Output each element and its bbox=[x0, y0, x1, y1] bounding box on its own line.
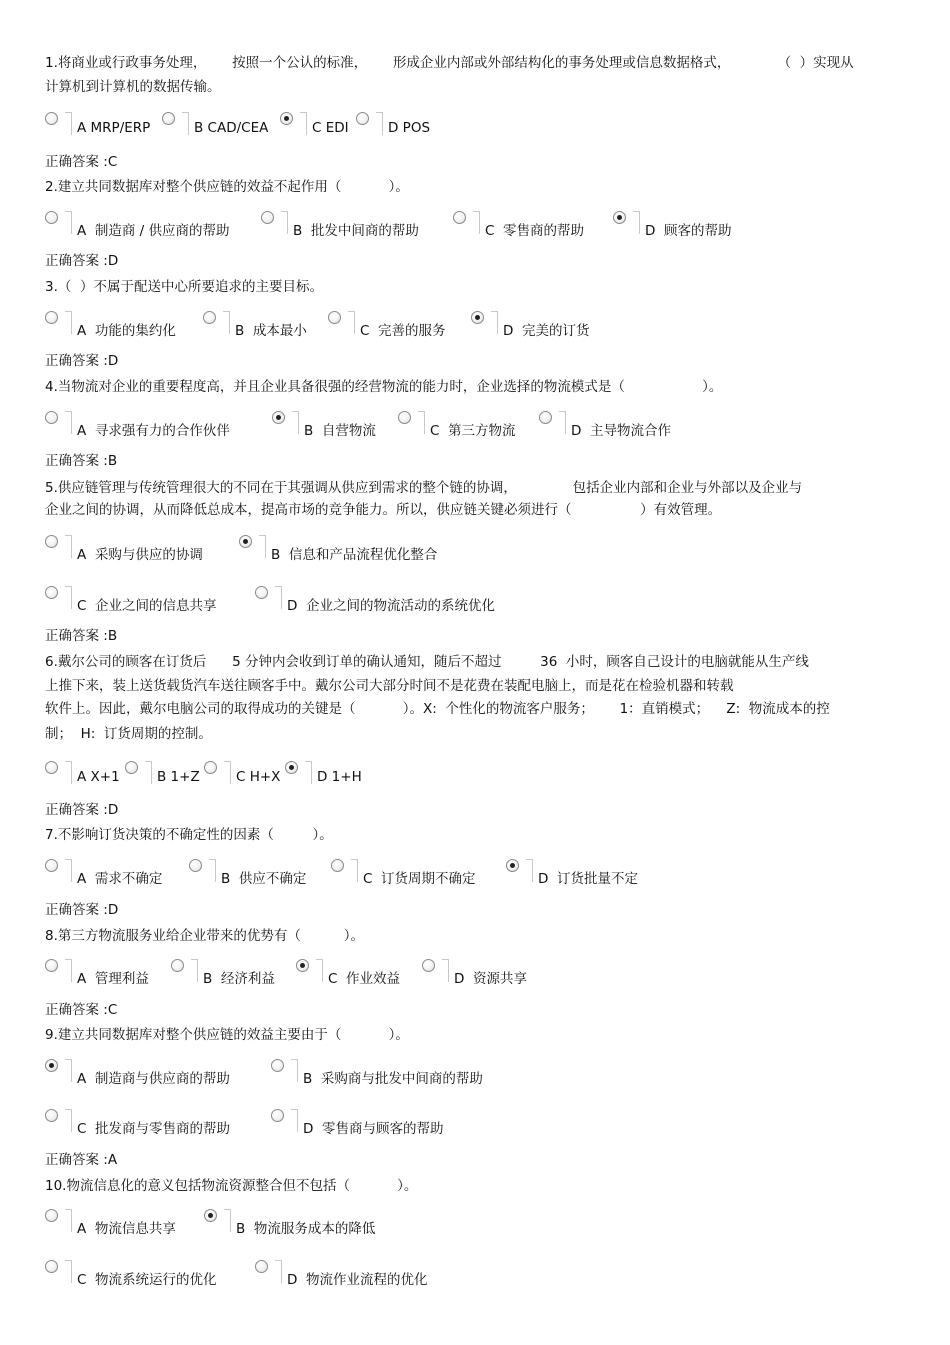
question-text: 4.当物流对企业的重要程度高，并且企业具备很强的经营物流的能力时，企业选择的物流模式是（ ）。 bbox=[45, 379, 723, 395]
question-text: 7.不影响订货决策的不确定性的因素（ ）。 bbox=[45, 827, 333, 843]
option-divider bbox=[65, 1059, 72, 1082]
option-label: A 功能的集约化 bbox=[77, 323, 176, 339]
option-label: D 订货批量不定 bbox=[538, 871, 638, 887]
radio-unchecked[interactable] bbox=[45, 859, 58, 872]
option-divider bbox=[65, 211, 72, 234]
option-divider bbox=[65, 311, 72, 334]
radio-unchecked[interactable] bbox=[255, 1260, 268, 1273]
option-label: D POS bbox=[388, 120, 431, 136]
answer-value: B bbox=[107, 628, 118, 644]
option-divider bbox=[145, 761, 152, 784]
option-label: C EDI bbox=[312, 120, 349, 136]
correct-answer bbox=[45, 624, 117, 644]
answer-value: D bbox=[107, 353, 119, 369]
option-divider bbox=[65, 761, 72, 784]
option-label: A MRP/ERP bbox=[77, 120, 151, 136]
answer-value: D bbox=[107, 253, 119, 269]
option-label: D 主导物流合作 bbox=[571, 423, 671, 439]
radio-checked[interactable] bbox=[280, 112, 293, 125]
answer-value: D bbox=[107, 802, 119, 818]
radio-unchecked[interactable] bbox=[356, 112, 369, 125]
option-label: B 1+Z bbox=[157, 769, 200, 785]
radio-checked[interactable] bbox=[239, 535, 252, 548]
option-label: B 采购商与批发中间商的帮助 bbox=[303, 1071, 483, 1087]
option-label: D 顾客的帮助 bbox=[645, 223, 732, 239]
option-label: A 寻求强有力的合作伙伴 bbox=[77, 423, 230, 439]
option-divider bbox=[275, 1260, 282, 1283]
radio-checked[interactable] bbox=[285, 761, 298, 774]
answer-prefix: 正确答案 : bbox=[45, 628, 108, 644]
option-divider bbox=[633, 211, 640, 234]
radio-unchecked[interactable] bbox=[271, 1109, 284, 1122]
option-label: B 供应不确定 bbox=[221, 871, 307, 887]
option-divider bbox=[65, 535, 72, 558]
correct-answer bbox=[45, 998, 117, 1018]
option-label: A 管理利益 bbox=[77, 971, 149, 987]
answer-value: D bbox=[107, 902, 119, 918]
radio-unchecked[interactable] bbox=[204, 761, 217, 774]
radio-checked[interactable] bbox=[204, 1209, 217, 1222]
radio-unchecked[interactable] bbox=[45, 1109, 58, 1122]
option-divider bbox=[65, 586, 72, 609]
radio-unchecked[interactable] bbox=[45, 311, 58, 324]
question-text: 软件上。因此，戴尔电脑公司的取得成功的关键是（ ）。X: 个性化的物流客户服务； 1：直销模式； Z: 物流成本的控 bbox=[45, 701, 830, 717]
question-text: 制； H: 订货周期的控制。 bbox=[45, 726, 212, 742]
radio-unchecked[interactable] bbox=[453, 211, 466, 224]
option-divider bbox=[65, 959, 72, 982]
option-divider bbox=[65, 859, 72, 882]
question-text: 计算机到计算机的数据传输。 bbox=[45, 79, 221, 95]
radio-checked[interactable] bbox=[506, 859, 519, 872]
radio-checked[interactable] bbox=[296, 959, 309, 972]
question-text: 5.供应链管理与传统管理很大的不同在于其强调从供应到需求的整个链的协调， 包括企业内部和企业与外部以及企业与 bbox=[45, 480, 803, 496]
option-label: C 作业效益 bbox=[328, 971, 401, 987]
option-divider bbox=[65, 1260, 72, 1283]
option-divider bbox=[281, 211, 288, 234]
option-divider bbox=[191, 959, 198, 982]
radio-unchecked[interactable] bbox=[189, 859, 202, 872]
radio-unchecked[interactable] bbox=[422, 959, 435, 972]
option-label: D 完美的订货 bbox=[503, 323, 590, 339]
option-label: C 订货周期不确定 bbox=[363, 871, 476, 887]
option-label: B 信息和产品流程优化整合 bbox=[271, 547, 438, 563]
answer-prefix: 正确答案 : bbox=[45, 353, 108, 369]
option-label: A 制造商与供应商的帮助 bbox=[77, 1071, 230, 1087]
option-divider bbox=[224, 761, 231, 784]
option-divider bbox=[259, 535, 266, 558]
answer-prefix: 正确答案 : bbox=[45, 253, 108, 269]
radio-checked[interactable] bbox=[471, 311, 484, 324]
radio-unchecked[interactable] bbox=[45, 761, 58, 774]
option-label: B 批发中间商的帮助 bbox=[293, 223, 419, 239]
answer-prefix: 正确答案 : bbox=[45, 154, 108, 170]
option-label: C 批发商与零售商的帮助 bbox=[77, 1121, 231, 1137]
radio-unchecked[interactable] bbox=[261, 211, 274, 224]
radio-unchecked[interactable] bbox=[45, 211, 58, 224]
option-divider bbox=[223, 311, 230, 334]
option-label: D 1+H bbox=[317, 769, 362, 785]
question-text: 8.第三方物流服务业给企业带来的优势有（ ）。 bbox=[45, 928, 365, 944]
correct-answer bbox=[45, 249, 118, 269]
radio-unchecked[interactable] bbox=[331, 859, 344, 872]
radio-unchecked[interactable] bbox=[125, 761, 138, 774]
radio-checked[interactable] bbox=[272, 411, 285, 424]
option-divider bbox=[473, 211, 480, 234]
radio-unchecked[interactable] bbox=[45, 112, 58, 125]
option-divider bbox=[65, 112, 72, 135]
option-label: C 物流系统运行的优化 bbox=[77, 1272, 217, 1288]
radio-unchecked[interactable] bbox=[162, 112, 175, 125]
option-label: B 自营物流 bbox=[304, 423, 376, 439]
option-label: D 零售商与顾客的帮助 bbox=[303, 1121, 444, 1137]
option-label: A X+1 bbox=[77, 769, 120, 785]
option-label: B 成本最小 bbox=[235, 323, 307, 339]
correct-answer bbox=[45, 449, 117, 469]
answer-prefix: 正确答案 : bbox=[45, 1152, 108, 1168]
option-divider bbox=[292, 411, 299, 434]
option-divider bbox=[291, 1059, 298, 1082]
option-divider bbox=[291, 1109, 298, 1132]
question-text: 6.戴尔公司的顾客在订货后 5 分钟内会收到订单的确认通知，随后不超过 36 小时，顾客自己设计的电脑就能从生产线 bbox=[45, 654, 809, 670]
option-label: D 物流作业流程的优化 bbox=[287, 1272, 428, 1288]
question-text: 9.建立共同数据库对整个供应链的效益主要由于（ ）。 bbox=[45, 1027, 409, 1043]
option-label: C 第三方物流 bbox=[430, 423, 516, 439]
option-divider bbox=[348, 311, 355, 334]
question-text: 2.建立共同数据库对整个供应链的效益不起作用（ ）。 bbox=[45, 179, 409, 195]
radio-checked[interactable] bbox=[45, 1059, 58, 1072]
correct-answer bbox=[45, 150, 117, 170]
correct-answer bbox=[45, 1148, 117, 1168]
option-divider bbox=[224, 1209, 231, 1232]
option-divider bbox=[65, 1109, 72, 1132]
option-divider bbox=[376, 112, 383, 135]
radio-checked[interactable] bbox=[613, 211, 626, 224]
question-text: 10.物流信息化的意义包括物流资源整合但不包括（ ）。 bbox=[45, 1178, 418, 1194]
option-divider bbox=[418, 411, 425, 434]
option-label: D 企业之间的物流活动的系统优化 bbox=[287, 598, 495, 614]
option-divider bbox=[65, 1209, 72, 1232]
option-divider bbox=[300, 112, 307, 135]
answer-prefix: 正确答案 : bbox=[45, 1002, 108, 1018]
correct-answer bbox=[45, 798, 118, 818]
option-label: C 完善的服务 bbox=[360, 323, 446, 339]
option-divider bbox=[275, 586, 282, 609]
radio-unchecked[interactable] bbox=[45, 1209, 58, 1222]
option-divider bbox=[559, 411, 566, 434]
option-divider bbox=[491, 311, 498, 334]
option-divider bbox=[305, 761, 312, 784]
correct-answer bbox=[45, 898, 118, 918]
radio-unchecked[interactable] bbox=[45, 959, 58, 972]
question-text: 企业之间的协调，从而降低总成本，提高市场的竞争能力。所以，供应链关键必须进行（ ）有效管理。 bbox=[45, 502, 722, 518]
correct-answer bbox=[45, 349, 118, 369]
option-label: B 物流服务成本的降低 bbox=[236, 1221, 376, 1237]
option-label: B CAD/CEA bbox=[194, 120, 269, 136]
option-label: A 采购与供应的协调 bbox=[77, 547, 203, 563]
option-divider bbox=[526, 859, 533, 882]
radio-unchecked[interactable] bbox=[255, 586, 268, 599]
radio-unchecked[interactable] bbox=[203, 311, 216, 324]
radio-unchecked[interactable] bbox=[539, 411, 552, 424]
radio-unchecked[interactable] bbox=[328, 311, 341, 324]
answer-prefix: 正确答案 : bbox=[45, 902, 108, 918]
radio-unchecked[interactable] bbox=[271, 1059, 284, 1072]
radio-unchecked[interactable] bbox=[45, 1260, 58, 1273]
answer-value: C bbox=[107, 154, 118, 170]
option-label: C 零售商的帮助 bbox=[485, 223, 585, 239]
answer-value: A bbox=[107, 1152, 118, 1168]
option-divider bbox=[316, 959, 323, 982]
radio-unchecked[interactable] bbox=[45, 411, 58, 424]
option-divider bbox=[65, 411, 72, 434]
answer-value: B bbox=[107, 453, 118, 469]
answer-prefix: 正确答案 : bbox=[45, 802, 108, 818]
option-label: A 制造商 / 供应商的帮助 bbox=[77, 223, 230, 239]
option-label: A 需求不确定 bbox=[77, 871, 163, 887]
option-label: B 经济利益 bbox=[203, 971, 275, 987]
question-text: 3.（ ）不属于配送中心所要追求的主要目标。 bbox=[45, 279, 323, 295]
option-label: C H+X bbox=[236, 769, 281, 785]
answer-value: C bbox=[107, 1002, 118, 1018]
option-divider bbox=[182, 112, 189, 135]
option-divider bbox=[442, 959, 449, 982]
option-label: A 物流信息共享 bbox=[77, 1221, 176, 1237]
option-divider bbox=[351, 859, 358, 882]
radio-unchecked[interactable] bbox=[45, 535, 58, 548]
question-text: 1.将商业或行政事务处理， 按照一个公认的标准， 形成企业内部或外部结构化的事务处理或信息数据格式， （ ）实现从 bbox=[45, 55, 854, 71]
question-text: 上推下来，装上送货载货汽车送往顾客手中。戴尔公司大部分时间不是花费在装配电脑上，而是花在检验机器和转载 bbox=[45, 678, 734, 694]
option-divider bbox=[209, 859, 216, 882]
radio-unchecked[interactable] bbox=[398, 411, 411, 424]
answer-prefix: 正确答案 : bbox=[45, 453, 108, 469]
radio-unchecked[interactable] bbox=[171, 959, 184, 972]
option-label: D 资源共享 bbox=[454, 971, 527, 987]
radio-unchecked[interactable] bbox=[45, 586, 58, 599]
option-label: C 企业之间的信息共享 bbox=[77, 598, 217, 614]
